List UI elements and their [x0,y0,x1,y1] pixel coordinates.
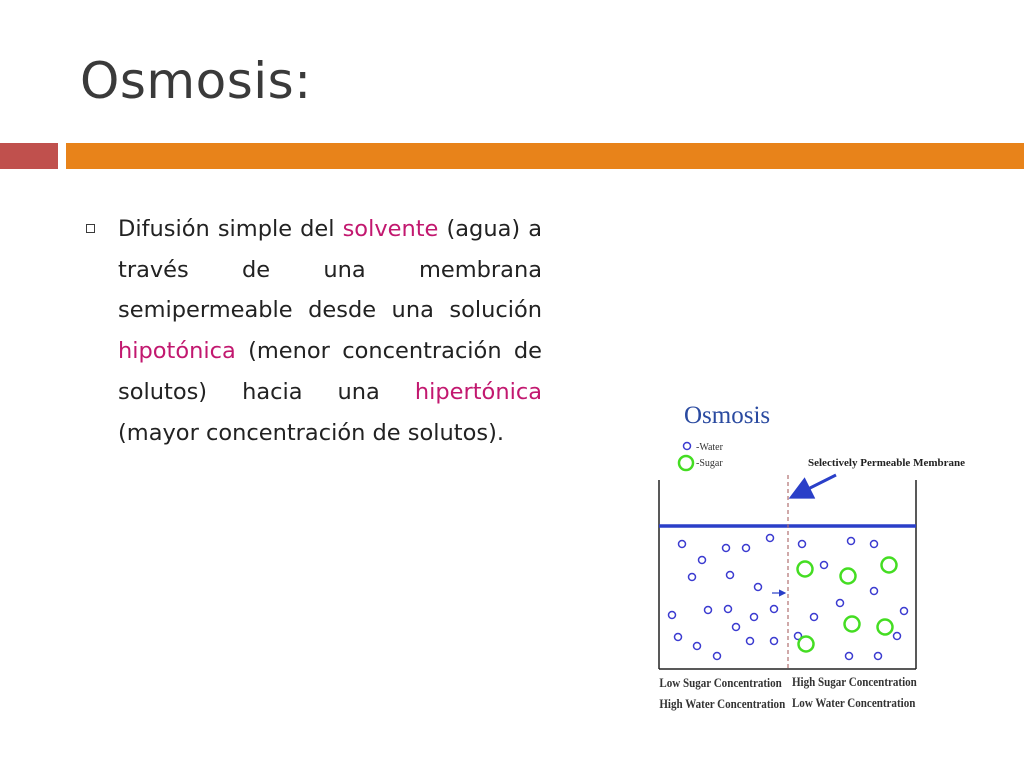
water-molecule [799,541,806,548]
water-molecule [723,545,730,552]
legend-water-icon [684,443,691,450]
right-caption-water: Low Water Concentration [791,695,916,711]
water-molecule [714,653,721,660]
bullet-text-segment: (agua) a través de una membrana semipermeable desde una solución [118,216,542,324]
sugar-molecule [878,620,893,635]
sugar-molecule [841,569,856,584]
water-molecule [689,574,696,581]
square-bullet-icon [86,224,95,233]
sugar-molecule [798,562,813,577]
water-molecule [871,541,878,548]
accent-bar-right [66,143,1024,169]
water-molecule [733,624,740,631]
water-molecule [747,638,754,645]
water-molecule [767,535,774,542]
bullet-text [118,209,542,453]
water-molecule [675,634,682,641]
membrane-label: Selectively Permeable Membrane [808,457,965,469]
legend-sugar-icon [679,456,693,470]
water-molecule [837,600,844,607]
water-molecule [871,588,878,595]
slide-title: Osmosis: [80,52,312,110]
water-molecule [875,653,882,660]
membrane-pointer-arrow [794,475,836,496]
bullet-text-segment: (menor concentración de solutos) hacia una [118,338,542,405]
water-molecule [901,608,908,615]
water-molecule [679,541,686,548]
water-molecule [694,643,701,650]
diagram-title: Osmosis [684,402,771,429]
water-molecule [894,633,901,640]
legend-water-label: -Water [696,442,723,453]
left-caption-water: High Water Concentration [659,696,786,712]
sugar-molecule [845,617,860,632]
water-molecule [771,606,778,613]
bullet-text-segment: Difusión simple del [118,216,343,242]
osmosis-diagram [650,395,980,715]
bullet-text-segment: (mayor concentración de solutos). [118,419,505,446]
term-hipertonica: hipertónica [414,378,542,405]
water-molecule [727,572,734,579]
water-molecule [743,545,750,552]
water-molecule [771,638,778,645]
accent-bar-left [0,143,58,169]
water-molecule [811,614,818,621]
water-molecule [846,653,853,660]
water-molecule [751,614,758,621]
water-molecule [725,606,732,613]
legend-sugar-label: -Sugar [696,458,723,469]
right-caption-sugar: High Sugar Concentration [791,674,917,690]
water-molecule [699,557,706,564]
sugar-molecule [882,558,897,573]
water-molecule [705,607,712,614]
water-molecule [755,584,762,591]
water-molecule [669,612,676,619]
left-caption-sugar: Low Sugar Concentration [659,675,782,691]
sugar-molecule [799,637,814,652]
term-hipotonica: hipotónica [118,338,236,365]
water-molecule [821,562,828,569]
water-molecule [848,538,855,545]
term-solvente: solvente [342,216,439,242]
